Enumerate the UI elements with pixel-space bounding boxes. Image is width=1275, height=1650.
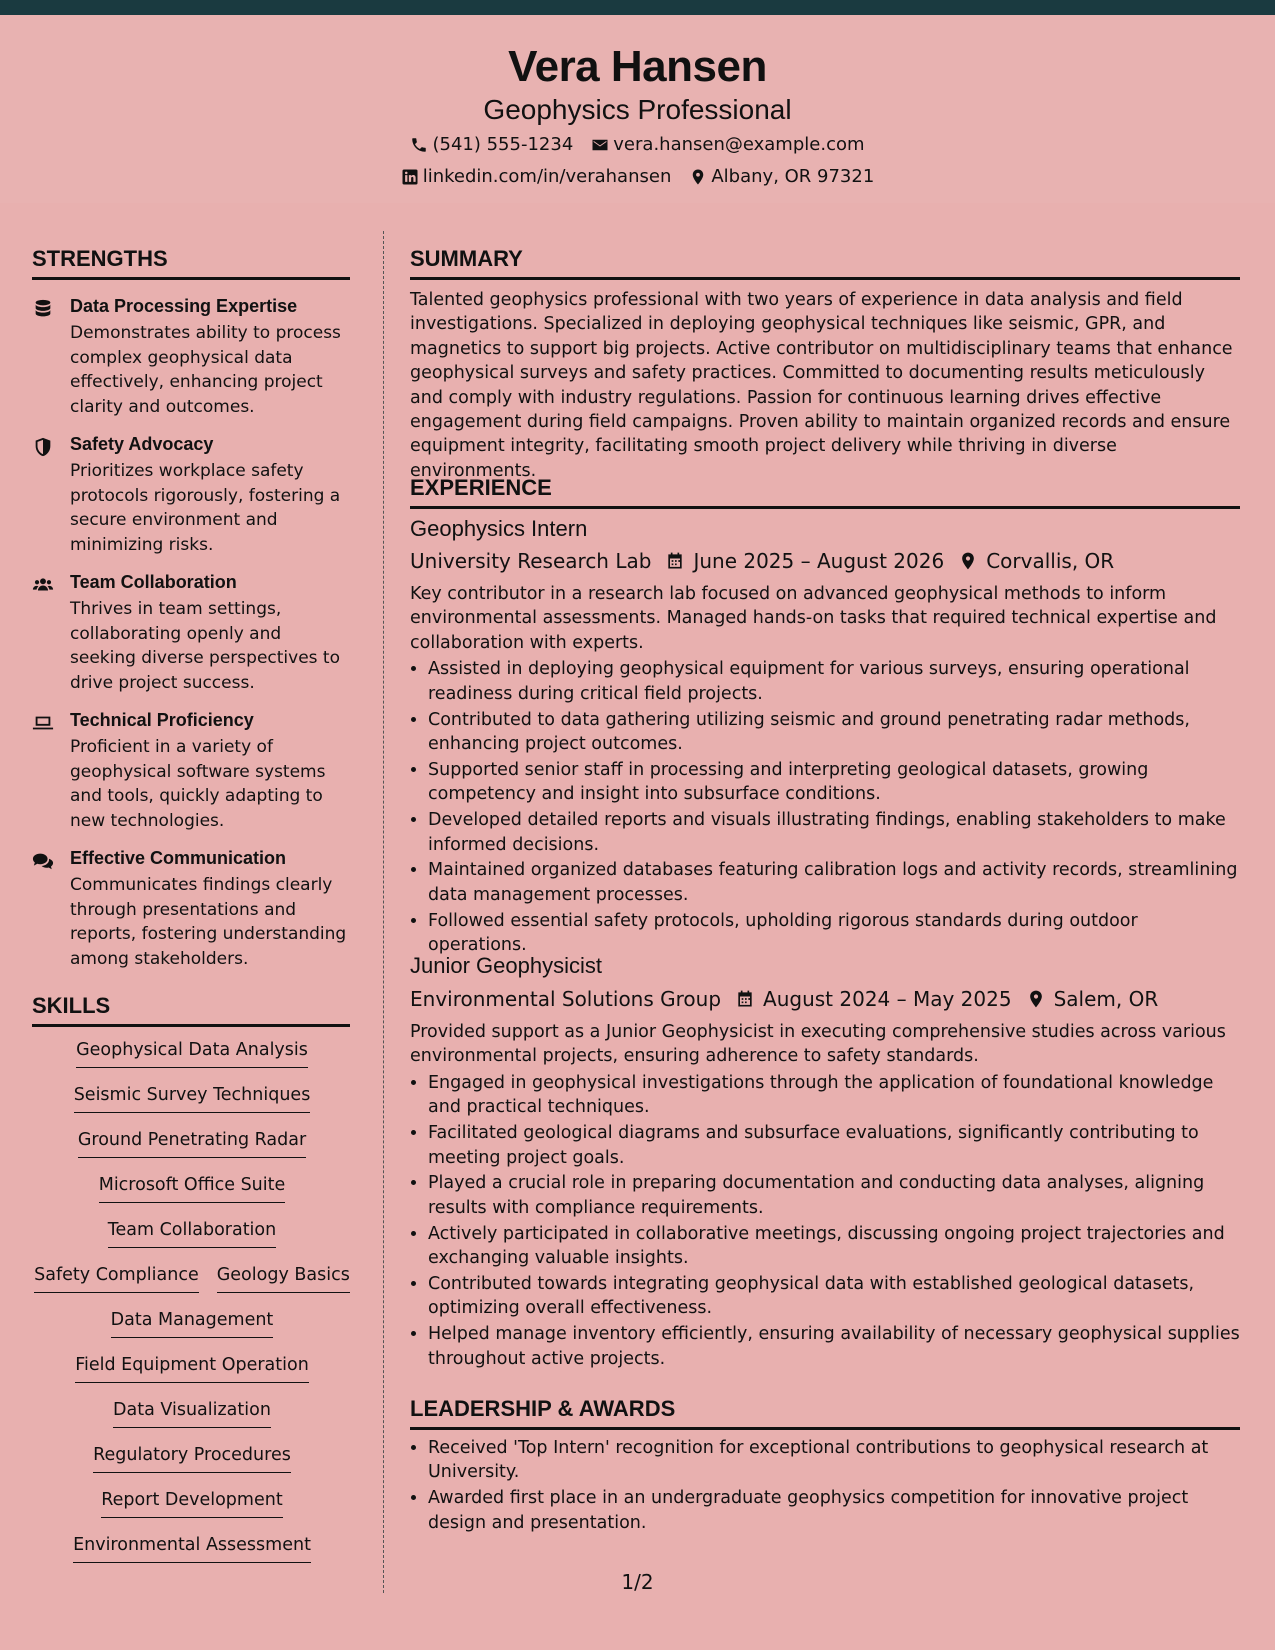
job-title: Geophysics Intern xyxy=(410,516,588,541)
job-bullet: • Contributed to data gathering utilizing seismic and ground penetrating radar methods, enhancing project outcomes. xyxy=(428,708,1240,757)
job-description: Key contributor in a research lab focused on advanced geophysical methods to inform environmental assessments. Managed hands-on tasks that required technical expertise and collaboration with experts. xyxy=(410,584,1217,653)
experience-heading: EXPERIENCE xyxy=(410,475,552,500)
skills-heading: SKILLS xyxy=(32,993,111,1018)
summary-text: Talented geophysics professional with two years of experience in data analysis and field investigations. Specialized in deploying geophysical techniques like seismic, GPR, and magnetics to support big projects. Active contributor on multidisciplinary teams that enhance geophysical surveys and safety practices. Committed to documenting results meticulously and comply with industry regulations. Passion for continuous learning drives effective engagement during field campaigns. Proven ability to maintain organized records and ensure equipment integrity, facilitating smooth project delivery while thriving in diverse environments. xyxy=(410,290,1233,481)
contact-email[interactable] xyxy=(591,134,864,155)
job-description: Provided support as a Junior Geophysicist in executing comprehensive studies across various environmental projects, ensuring adherence to safety standards. xyxy=(410,1022,1226,1067)
job-bullet: • Facilitated geological diagrams and subsurface evaluations, significantly contributing to meeting project goals. xyxy=(428,1121,1240,1170)
job-bullet: • Engaged in geophysical investigations through the application of foundational knowledge and practical techniques. xyxy=(428,1071,1240,1120)
page-indicator: 1/2 xyxy=(621,1570,654,1594)
skill-tag: Geology Basics xyxy=(217,1265,350,1293)
linkedin-text: linkedin.com/in/verahansen xyxy=(422,166,672,187)
skill-tag: Environmental Assessment xyxy=(73,1535,311,1563)
skill-row xyxy=(32,1445,352,1490)
skills-rule xyxy=(32,1024,350,1027)
job-dates: August 2024 – May 2025 xyxy=(763,987,1012,1011)
map-marker-icon xyxy=(958,551,978,571)
calendar-icon xyxy=(735,989,755,1009)
skill-row xyxy=(32,1085,352,1130)
skill-tag: Report Development xyxy=(101,1490,282,1518)
skill-tag: Field Equipment Operation xyxy=(75,1355,309,1383)
job-title: Junior Geophysicist xyxy=(410,953,602,978)
job-company: University Research Lab xyxy=(410,549,652,573)
strength-title: Safety Advocacy xyxy=(70,434,214,454)
contact-phone[interactable] xyxy=(410,134,573,155)
skill-row xyxy=(32,1490,352,1535)
job-bullet: • Followed essential safety protocols, upholding rigorous standards during outdoor operations. xyxy=(428,909,1240,958)
contact-linkedin[interactable] xyxy=(401,166,672,187)
skill-row xyxy=(32,1400,352,1445)
job-bullet: • Played a crucial role in preparing documentation and conducting data analyses, aligning results with compliance requirements. xyxy=(428,1171,1240,1220)
strength-title: Data Processing Expertise xyxy=(70,296,298,316)
strengths-heading: STRENGTHS xyxy=(32,246,168,271)
leadership-section xyxy=(410,1436,1240,1537)
skill-tag: Data Visualization xyxy=(113,1400,271,1428)
linkedin-icon xyxy=(401,168,419,186)
job-bullet: • Maintained organized databases featuring calibration logs and activity records, streamlining data management processes. xyxy=(428,858,1240,907)
strength-desc: Prioritizes workplace safety protocols rigorously, fostering a secure environment and minimizing risks. xyxy=(70,461,341,555)
skill-row xyxy=(32,1355,352,1400)
job-bullets xyxy=(410,1071,1240,1371)
summary-rule xyxy=(410,277,1240,280)
skill-tag: Data Management xyxy=(111,1310,274,1338)
email-text: vera.hansen@example.com xyxy=(613,134,865,155)
shield-icon xyxy=(32,436,54,458)
job-location: Corvallis, OR xyxy=(986,549,1115,573)
map-marker-icon xyxy=(689,168,707,186)
envelope-icon xyxy=(591,136,609,154)
comments-icon xyxy=(32,850,54,872)
strength-title: Technical Proficiency xyxy=(70,710,254,730)
skill-tag: Seismic Survey Techniques xyxy=(74,1085,311,1113)
leadership-rule xyxy=(410,1427,1240,1430)
phone-icon xyxy=(410,136,428,154)
job-bullet: • Actively participated in collaborative meetings, discussing ongoing project trajectories and exchanging valuable insights. xyxy=(428,1222,1240,1271)
skill-row xyxy=(32,1175,352,1220)
job-dates: June 2025 – August 2026 xyxy=(693,549,945,573)
users-icon xyxy=(32,574,54,596)
column-divider xyxy=(383,231,384,1593)
skill-tag: Geophysical Data Analysis xyxy=(76,1040,308,1068)
job-bullet: • Helped manage inventory efficiently, ensuring availability of necessary geophysical supplies throughout active projects. xyxy=(428,1322,1240,1371)
skill-row xyxy=(32,1040,352,1085)
job-bullet: • Developed detailed reports and visuals illustrating findings, enabling stakeholders to make informed decisions. xyxy=(428,808,1240,857)
strength-desc: Communicates findings clearly through presentations and reports, fostering understanding among stakeholders. xyxy=(70,875,347,969)
top-accent-bar xyxy=(0,0,1275,15)
database-icon xyxy=(32,298,54,320)
skill-tag: Ground Penetrating Radar xyxy=(78,1130,306,1158)
calendar-icon xyxy=(665,551,685,571)
strength-desc: Demonstrates ability to process complex geophysical data effectively, enhancing project clarity and outcomes. xyxy=(70,323,341,417)
job-bullet: • Assisted in deploying geophysical equipment for various surveys, ensuring operational readiness during critical field projects. xyxy=(428,657,1240,706)
strength-title: Team Collaboration xyxy=(70,572,237,592)
leadership-heading: LEADERSHIP & AWARDS xyxy=(410,1396,676,1421)
job-bullet: • Supported senior staff in processing and interpreting geological datasets, growing competency and insight into subsurface conditions. xyxy=(428,758,1240,807)
job-body xyxy=(410,582,1240,959)
leadership-bullet: • Received 'Top Intern' recognition for exceptional contributions to geophysical research at University. xyxy=(428,1436,1240,1485)
job-bullets xyxy=(410,657,1240,957)
leadership-bullet: • Awarded first place in an undergraduate geophysics competition for innovative project design and presentation. xyxy=(428,1486,1240,1535)
phone-text: (541) 555-1234 xyxy=(432,134,574,155)
candidate-title: Geophysics Professional xyxy=(483,94,792,125)
job-location: Salem, OR xyxy=(1053,987,1159,1011)
contact-row-2 xyxy=(0,166,1275,187)
summary-heading: SUMMARY xyxy=(410,246,523,271)
skill-row xyxy=(32,1310,352,1355)
strengths-rule xyxy=(32,277,350,280)
job-meta xyxy=(410,549,1114,573)
strength-desc: Thrives in team settings, collaborating openly and seeking diverse perspectives to drive project success. xyxy=(70,599,340,693)
skill-tag: Team Collaboration xyxy=(108,1220,276,1248)
contact-row-1 xyxy=(0,134,1275,155)
skill-row xyxy=(32,1130,352,1175)
contact-location xyxy=(689,166,874,187)
job-company: Environmental Solutions Group xyxy=(410,987,722,1011)
candidate-name: Vera Hansen xyxy=(508,42,767,91)
job-body xyxy=(410,1020,1240,1373)
leadership-bullets xyxy=(410,1436,1240,1535)
job-bullet: • Contributed towards integrating geophysical data with established geological datasets, optimizing overall effectiveness. xyxy=(428,1272,1240,1321)
skill-row xyxy=(32,1265,352,1310)
skill-tag: Microsoft Office Suite xyxy=(99,1175,286,1203)
skill-tag: Safety Compliance xyxy=(34,1265,199,1293)
map-marker-icon xyxy=(1026,989,1046,1009)
job-meta xyxy=(410,987,1158,1011)
summary-section xyxy=(410,288,1240,483)
skill-tag: Regulatory Procedures xyxy=(93,1445,291,1473)
experience-rule xyxy=(410,506,1240,509)
skill-row xyxy=(32,1220,352,1265)
location-text: Albany, OR 97321 xyxy=(711,166,875,187)
laptop-icon xyxy=(32,712,54,734)
strength-desc: Proficient in a variety of geophysical software systems and tools, quickly adapting to new technologies. xyxy=(70,737,326,831)
skills-list xyxy=(32,1040,352,1580)
strength-title: Effective Communication xyxy=(70,848,287,868)
